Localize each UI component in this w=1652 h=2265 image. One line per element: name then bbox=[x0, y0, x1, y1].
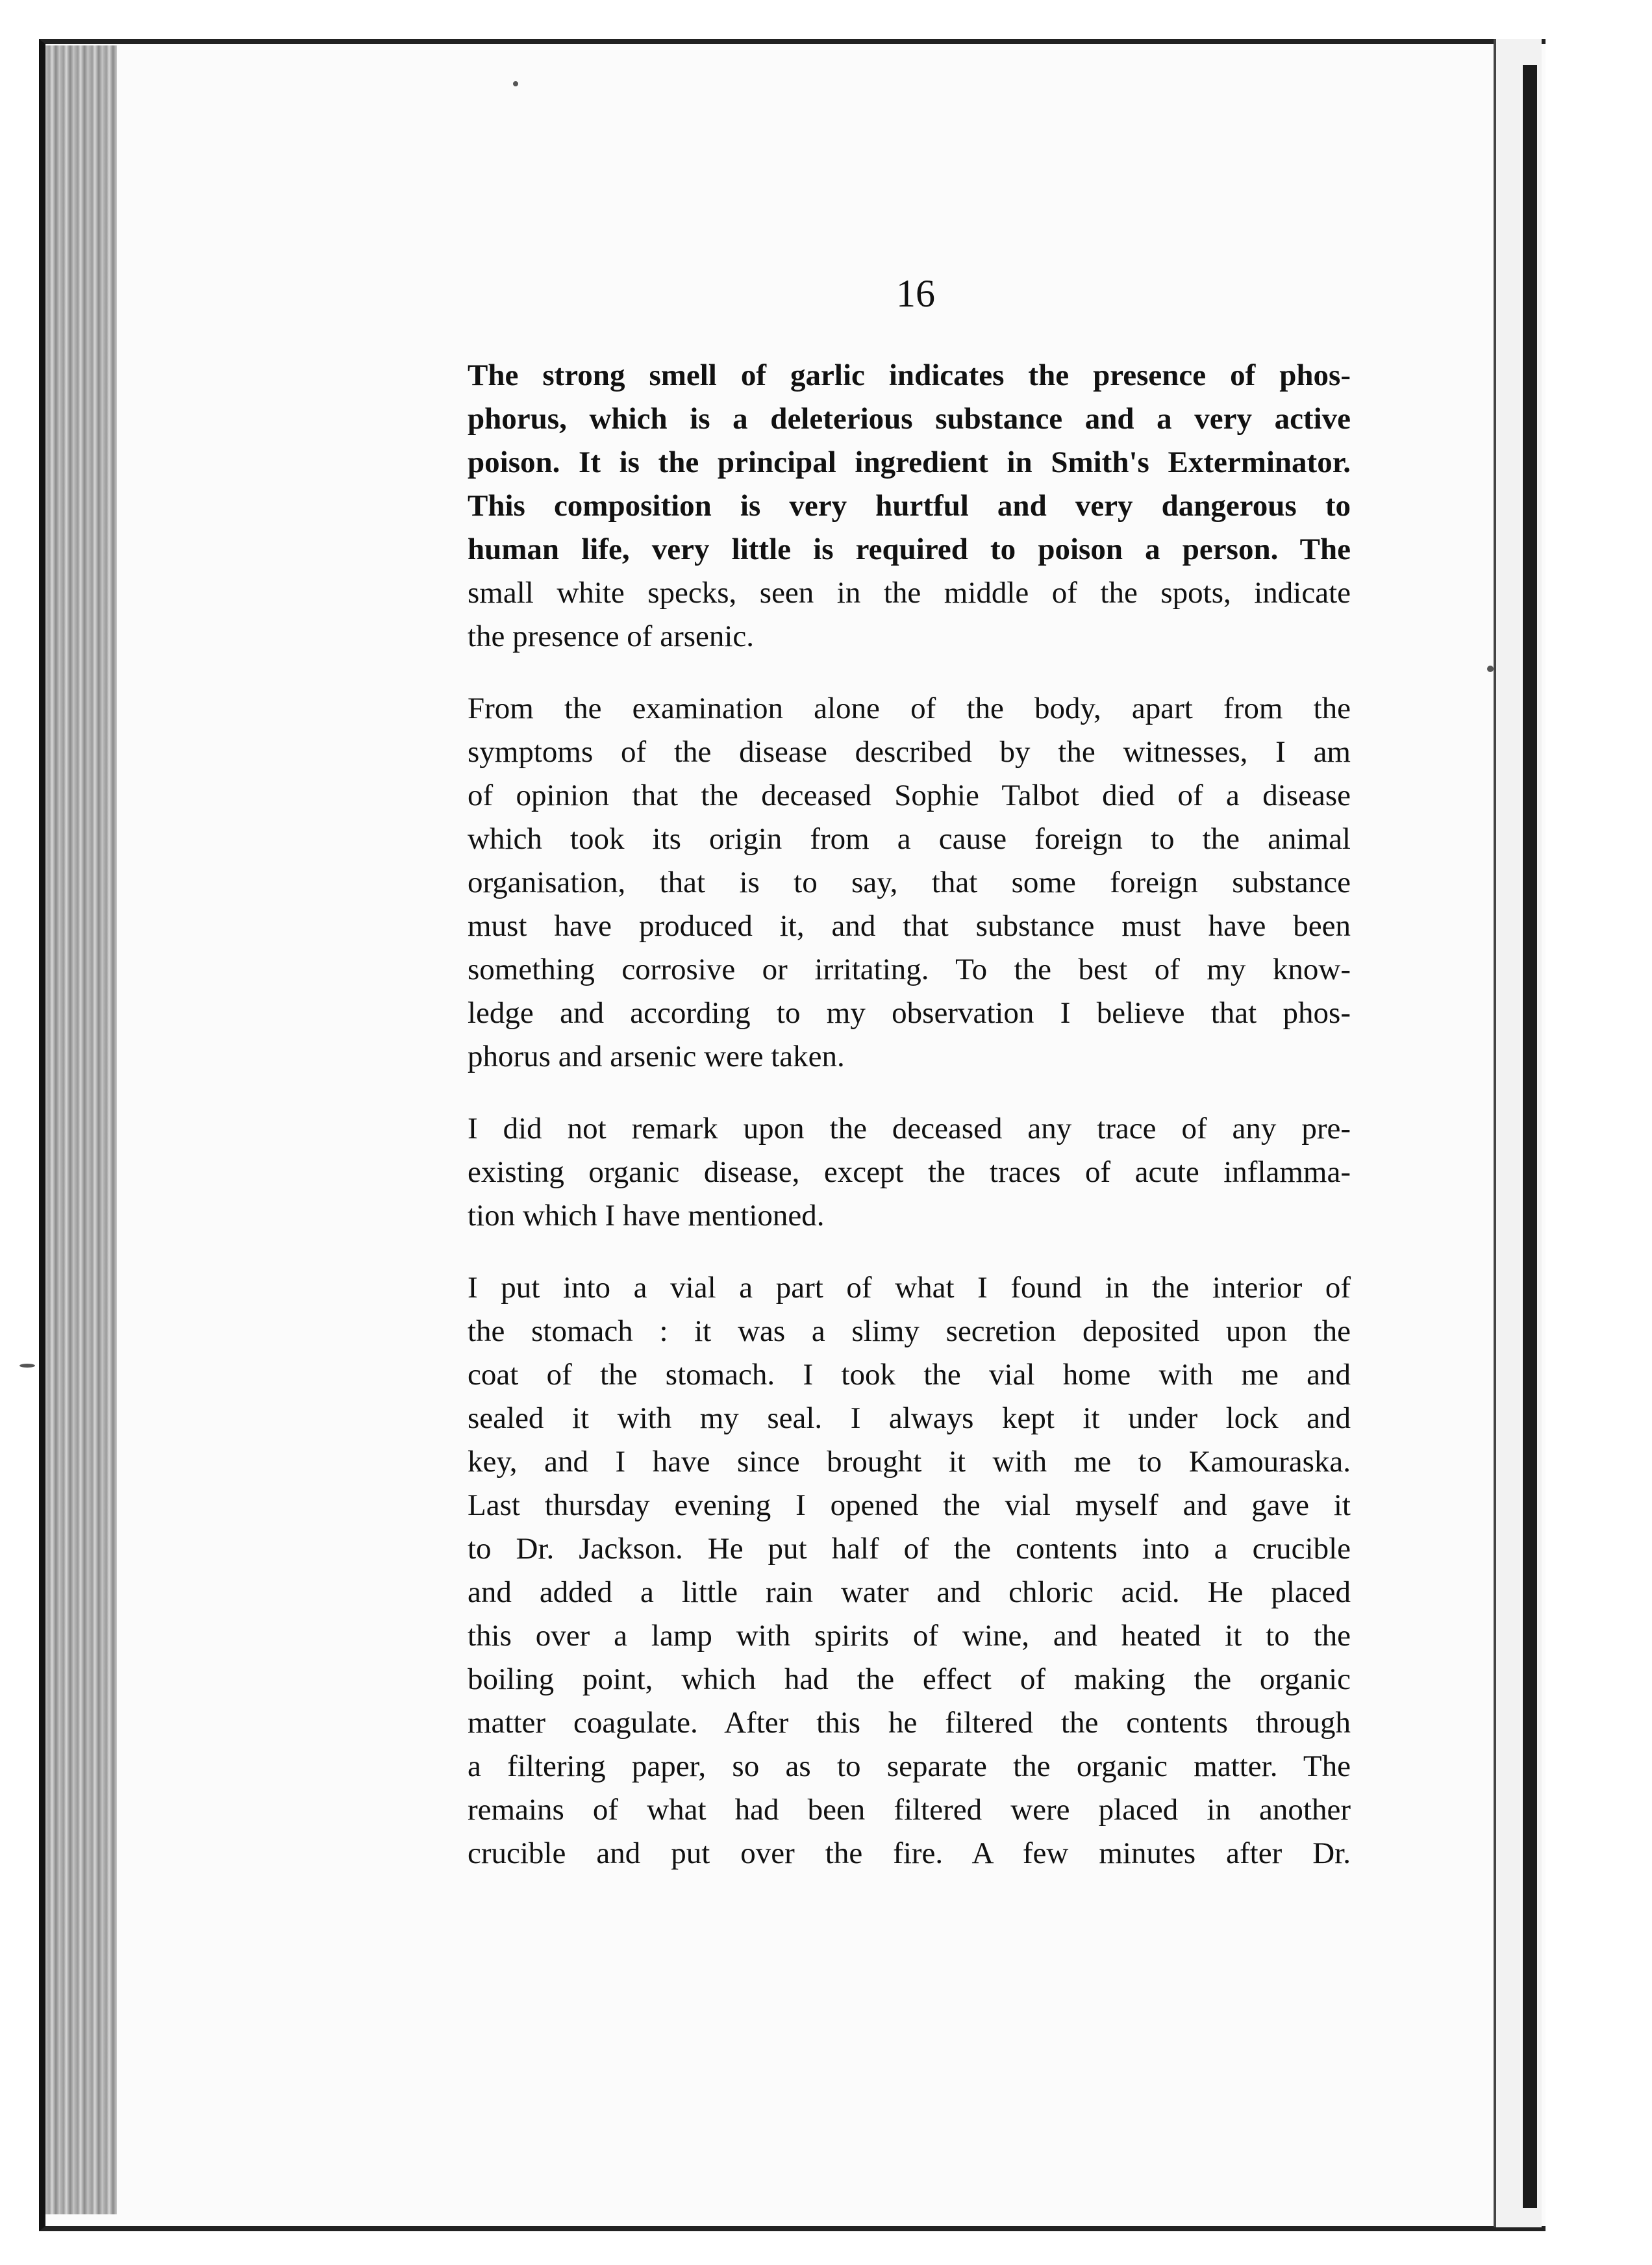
text-line: key, and I have since brought it with me to Kamouraska. bbox=[468, 1445, 1351, 1479]
text-line: I did not remark upon the deceased any trace of any pre- bbox=[468, 1112, 1351, 1145]
text-line: From the examination alone of the body, apart from the bbox=[468, 692, 1351, 725]
dust-speck bbox=[19, 1364, 35, 1368]
book-spine-edge bbox=[45, 45, 117, 2214]
text-line: ledge and according to my observation I believe that phos- bbox=[468, 996, 1351, 1030]
text-line: must have produced it, and that substance must have been bbox=[468, 909, 1351, 943]
text-line: This composition is very hurtful and very dangerous to bbox=[468, 489, 1351, 523]
text-line: something corrosive or irritating. To the best of my know- bbox=[468, 953, 1351, 986]
paragraph-1 bbox=[468, 354, 1351, 658]
text-line: I put into a vial a part of what I found in the interior of bbox=[468, 1271, 1351, 1305]
text-line: symptoms of the disease described by the witnesses, I am bbox=[468, 735, 1351, 769]
text-line: boiling point, which had the effect of making the organic bbox=[468, 1662, 1351, 1696]
text-line: matter coagulate. After this he filtered the contents through bbox=[468, 1706, 1351, 1740]
text-line: which took its origin from a cause foreign to the animal bbox=[468, 822, 1351, 856]
text-line: crucible and put over the fire. A few minutes after Dr. bbox=[468, 1836, 1351, 1870]
text-line: coat of the stomach. I took the vial home with me and bbox=[468, 1358, 1351, 1392]
text-line: organisation, that is to say, that some foreign substance bbox=[468, 866, 1351, 899]
text-line: existing organic disease, except the traces of acute inflamma- bbox=[468, 1155, 1351, 1189]
text-line: the presence of arsenic. bbox=[468, 619, 755, 653]
text-line: sealed it with my seal. I always kept it under lock and bbox=[468, 1401, 1351, 1435]
text-line: small white specks, seen in the middle of the spots, indicate bbox=[468, 576, 1351, 610]
dust-speck bbox=[1487, 666, 1494, 672]
text-line: The strong smell of garlic indicates the presence of phos- bbox=[468, 358, 1351, 392]
page-number: 16 bbox=[896, 272, 935, 315]
text-line: human life, very little is required to poison a person. The bbox=[468, 532, 1351, 566]
text-line: a filtering paper, so as to separate the organic matter. The bbox=[468, 1749, 1351, 1783]
text-line: tion which I have mentioned. bbox=[468, 1199, 825, 1233]
text-line: phorus and arsenic were taken. bbox=[468, 1040, 845, 1073]
body-text bbox=[468, 354, 1351, 1904]
text-line: remains of what had been filtered were placed in another bbox=[468, 1793, 1351, 1827]
text-line: Last thursday evening I opened the vial myself and gave it bbox=[468, 1488, 1351, 1522]
paragraph-3 bbox=[468, 1107, 1351, 1238]
text-line: poison. It is the principal ingredient in Smith's Exterminator. bbox=[468, 445, 1351, 479]
text-line: and added a little rain water and chloric acid. He placed bbox=[468, 1575, 1351, 1609]
text-line: of opinion that the deceased Sophie Talbot died of a disease bbox=[468, 779, 1351, 812]
paragraph-4 bbox=[468, 1266, 1351, 1875]
text-line: this over a lamp with spirits of wine, and heated it to the bbox=[468, 1619, 1351, 1653]
paragraph-2 bbox=[468, 687, 1351, 1079]
text-line: to Dr. Jackson. He put half of the contents into a crucible bbox=[468, 1532, 1351, 1566]
dust-speck bbox=[513, 81, 518, 86]
text-line: phorus, which is a deleterious substance and a very active bbox=[468, 402, 1351, 436]
binding-shadow bbox=[1523, 65, 1537, 2208]
text-line: the stomach : it was a slimy secretion deposited upon the bbox=[468, 1314, 1351, 1348]
